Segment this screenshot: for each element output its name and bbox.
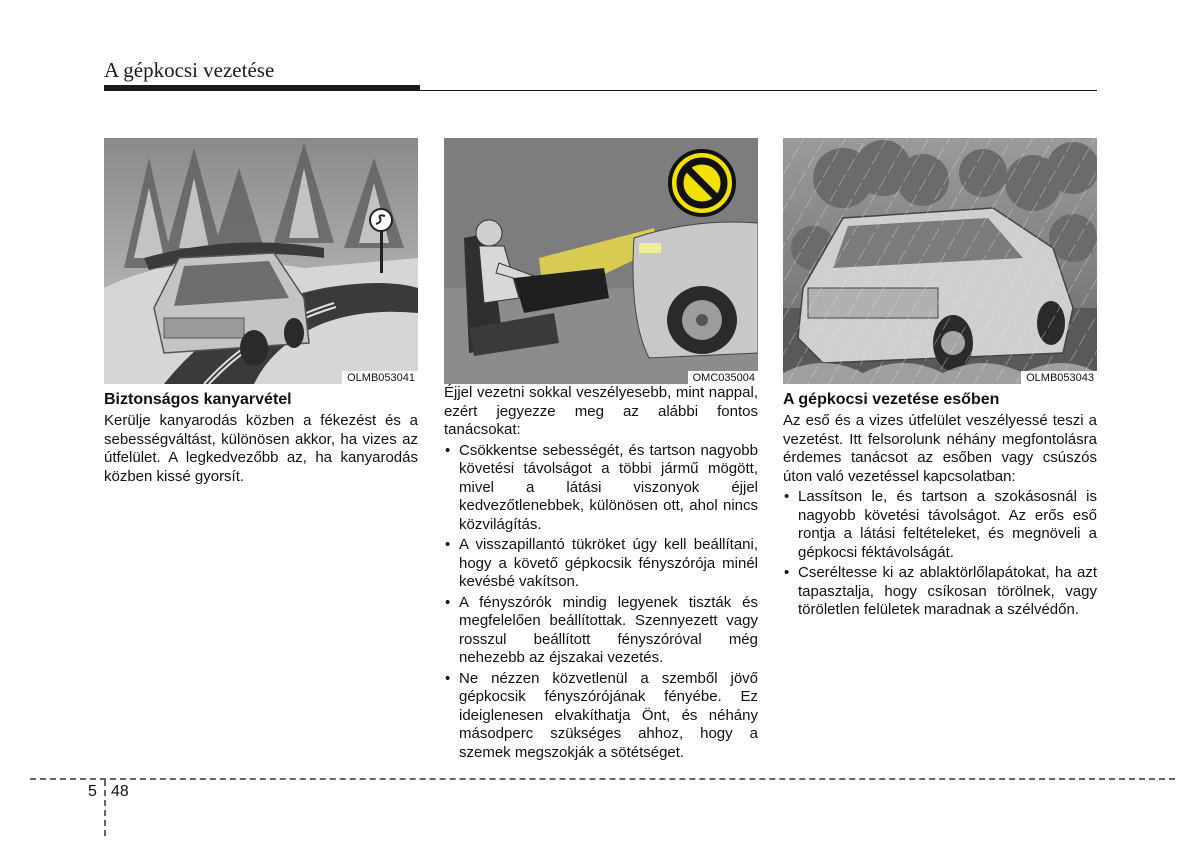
paragraph: Kerülje kanyarodás közben a fékezést és a sebességváltást, különösen akkor, ha vizes az útfelület. A legkedvezőbb az, ha kanyarodás közben kissé gyorsít.	[104, 412, 418, 485]
illustration-night-glare	[444, 138, 758, 384]
figure-code: OLMB053043	[1021, 371, 1097, 384]
list-item: • Lassítson le, és tartson a szokásosnál is nagyobb követési távolságot. Az erős eső rontja a látási feltételeket, és megnöveli a gépkocsi féktávolságát.	[783, 488, 1097, 562]
night-glare-image	[444, 138, 758, 384]
footer-vertical-rule	[104, 780, 106, 836]
column-rain-driving	[783, 138, 1097, 622]
paragraph: Éjjel vezetni sokkal veszélyesebb, mint nappal, ezért jegyezze meg az alábbi fontos tanácsokat:	[444, 384, 758, 438]
bullet-list	[444, 442, 758, 763]
header-rule-thin	[104, 90, 1097, 91]
figure-code: OMC035004	[688, 371, 758, 384]
page-number: 48	[111, 783, 129, 800]
list-item: • Cseréltesse ki az ablaktörlőlapátokat, ha azt tapasztalja, hogy csíkosan törölnek, vagy töröletlen felületek maradnak a szélvédőn.	[783, 564, 1097, 620]
chapter-number: 5	[88, 783, 97, 800]
section-heading: A gépkocsi vezetése esőben	[783, 391, 1000, 408]
winter-curve-image	[104, 138, 418, 384]
paragraph: Az eső és a vizes útfelület veszélyessé teszi a vezetést. Itt felsorolunk néhány megfontolásra érdemes tanácsot az esőben vagy csúszós úton való vezetéssel kapcsolatban:	[783, 412, 1097, 485]
page-title: A gépkocsi vezetése	[104, 58, 275, 82]
column-safe-cornering	[104, 138, 418, 486]
section-heading: Biztonságos kanyarvétel	[104, 391, 292, 408]
list-item: • Csökkentse sebességét, és tartson nagyobb követési távolságot a többi jármű mögött, mivel a látási viszonyok éjjel kedvezőtlenebbek, különösen ott, ahol nincs közvilágítás.	[444, 442, 758, 535]
illustration-rain	[783, 138, 1097, 384]
list-item: • A visszapillantó tükröket úgy kell beállítani, hogy a követő gépkocsik fényszórója minél kevésbé vakítson.	[444, 536, 758, 592]
list-item: • Ne nézzen közvetlenül a szemből jövő gépkocsik fényszórójának fényébe. Ez ideiglenesen elvakíthatja Önt, és néhány másodperc szükséges ahhoz, hogy a szemek megszokják a sötétséget.	[444, 670, 758, 763]
bullet-list	[783, 488, 1097, 620]
illustration-winter-curve	[104, 138, 418, 384]
rain-car-image	[783, 138, 1097, 384]
column-night-driving	[444, 138, 758, 764]
list-item: • A fényszórók mindig legyenek tiszták és megfelelően beállítottak. Szennyezett vagy rosszul beállított fényszóróval még nehezebb az éjszakai vezetés.	[444, 594, 758, 668]
figure-code: OLMB053041	[342, 371, 418, 384]
footer-rule	[30, 778, 1175, 780]
